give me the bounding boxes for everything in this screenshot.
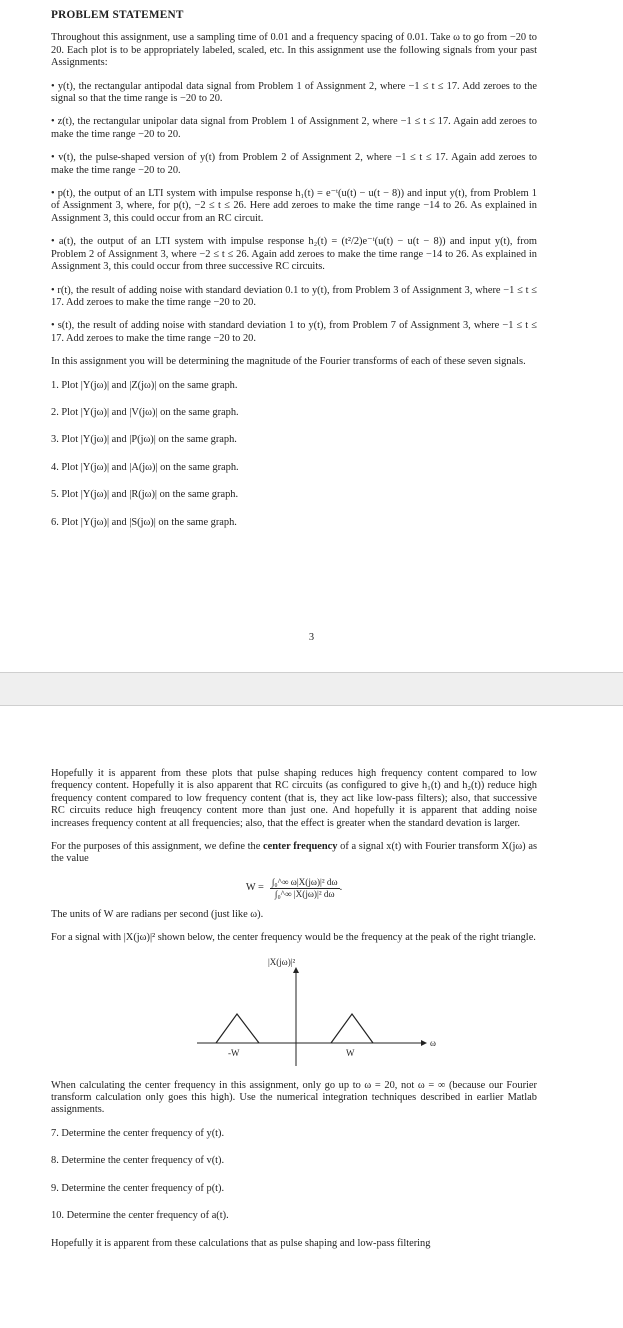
signal-v: • v(t), the pulse-shaped version of y(t) from Problem 2 of Assignment 2, where −1 ≤ t ≤ 17. Again add zeroes to make the time range −20 to 20. bbox=[51, 152, 537, 176]
section-heading: PROBLEM STATEMENT bbox=[51, 9, 184, 21]
signal-y: • y(t), the rectangular antipodal data signal from Problem 1 of Assignment 2, where −1 ≤ t ≤ 17. Add zeroes to the signal so that the time range is −20 to 20. bbox=[51, 80, 537, 105]
page-4-content bbox=[51, 768, 537, 1261]
page-3-content bbox=[51, 9, 537, 544]
definition-text-post: of a signal x(t) with Fourier transform X(jω) as the value bbox=[51, 841, 537, 865]
task-9: 9. Determine the center frequency of p(t). bbox=[51, 1182, 225, 1194]
units-paragraph: The units of W are radians per second (just like ω). bbox=[51, 908, 264, 920]
neg-w-label: -W bbox=[228, 1047, 240, 1058]
intro-paragraph: Throughout this assignment, use a sampling time of 0.01 and a frequency spacing of 0.01. Take ω to go from −20 to 20. Each plot is to be appropriately labeled, scaled, etc. In this assignment use the following signals from your past Assignments: bbox=[51, 32, 537, 69]
triangle-figure bbox=[51, 956, 537, 1066]
signal-z: • z(t), the rectangular unipolar data signal from Problem 1 of Assignment 2, where −1 ≤ t ≤ 17. Again add zeroes to make the time range −20 to 20. bbox=[51, 116, 537, 140]
page-number: 3 bbox=[308, 632, 315, 643]
task-5: 5. Plot |Y(jω)| and |R(jω)| on the same graph. bbox=[51, 489, 239, 501]
task-7: 7. Determine the center frequency of y(t). bbox=[51, 1127, 225, 1139]
task-intro: In this assignment you will be determining the magnitude of the Fourier transforms of each of these seven signals. bbox=[51, 356, 526, 368]
x-axis-label: ω bbox=[430, 1037, 436, 1048]
formula-period: . bbox=[339, 882, 343, 894]
document-page-4 bbox=[0, 706, 623, 1328]
signal-a: • a(t), the output of an LTI system with impulse response h₂(t) = (t²/2)e⁻ᵗ(u(t) − u(t − 8)) and input y(t), from Problem 2 of Assignment 3, where −2 ≤ t ≤ 26. Again add zeroes to make the time range −14 to 26. As explained in Assignment 3, this could occur from three successive RC circuits. bbox=[51, 236, 537, 273]
y-axis-label: |X(jω)|² bbox=[268, 956, 296, 967]
definition-text-pre: For the purposes of this assignment, we define the bbox=[51, 841, 264, 853]
task-8: 8. Determine the center frequency of v(t). bbox=[51, 1155, 225, 1167]
triangle-intro: For a signal with |X(jω)|² shown below, the center frequency would be the frequency at the peak of the right triangle. bbox=[51, 932, 536, 944]
task-6: 6. Plot |Y(jω)| and |S(jω)| on the same graph. bbox=[51, 516, 237, 528]
signal-p: • p(t), the output of an LTI system with impulse response h₁(t) = e⁻ᵗ(u(t) − u(t − 8)) and input y(t), from Problem 1 of Assignment 3, where, for p(t), −2 ≤ t ≤ 26. Here add zeroes to make the time range −14 to 26. As explained in Assignment 3, this could occur from an RC circuit. bbox=[51, 188, 537, 224]
left-triangle bbox=[216, 1014, 259, 1043]
calculation-note: When calculating the center frequency in this assignment, only go up to ω = 20, not ω = ∞ (because our Fourier transform calculation only goes this high). Use the numerical integration techniques described in earlier Matlab assignments. bbox=[51, 1079, 537, 1116]
formula-denominator: ∫₀^∞ |X(jω)|² dω bbox=[274, 888, 335, 899]
task-4: 4. Plot |Y(jω)| and |A(jω)| on the same graph. bbox=[51, 461, 239, 473]
pos-w-label: W bbox=[346, 1047, 355, 1058]
task-10: 10. Determine the center frequency of a(t). bbox=[51, 1210, 229, 1222]
final-paragraph: Hopefully it is apparent from these calculations that as pulse shaping and low-pass filtering bbox=[51, 1237, 431, 1249]
triangle-figure-svg bbox=[51, 956, 537, 1066]
right-triangle bbox=[331, 1014, 373, 1043]
definition-paragraph bbox=[51, 841, 537, 866]
task-1: 1. Plot |Y(jω)| and |Z(jω)| on the same graph. bbox=[51, 379, 238, 391]
center-frequency-formula bbox=[51, 877, 537, 900]
x-axis-arrowhead bbox=[421, 1040, 427, 1046]
formula-fraction bbox=[270, 877, 340, 900]
definition-term: center frequency bbox=[263, 841, 338, 853]
page-separator bbox=[0, 672, 623, 706]
task-2: 2. Plot |Y(jω)| and |V(jω)| on the same graph. bbox=[51, 406, 239, 418]
formula-lhs: W = bbox=[245, 882, 264, 894]
task-3: 3. Plot |Y(jω)| and |P(jω)| on the same graph. bbox=[51, 434, 237, 446]
signal-s: • s(t), the result of adding noise with standard deviation 1 to y(t), from Problem 7 of Assignment 3, where −1 ≤ t ≤ 17. Add zeroes to make the time range −20 to 20. bbox=[51, 320, 537, 344]
observations-paragraph: Hopefully it is apparent from these plots that pulse shaping reduces high frequency content compared to low frequency content. Hopefully it is also apparent that RC circuits (as configured to give h₁(t) and h₂(t)) reduce high frequency content compared to low frequency content (that is, they act like low-pass filters); also, that successive RC circuits reduce high freuqency content more than just one. And hopefully it is apparent that adding noise increases frequency content at all frequencies; also, that the effect is greater when the standard devation is larger. bbox=[51, 768, 537, 829]
formula-numerator: ∫₀^∞ ω|X(jω)|² dω bbox=[271, 876, 338, 887]
signal-r: • r(t), the result of adding noise with standard deviation 0.1 to y(t), from Problem 3 of Assignment 3, where −1 ≤ t ≤ 17. Add zeroes to make the time range −20 to 20. bbox=[51, 284, 537, 308]
